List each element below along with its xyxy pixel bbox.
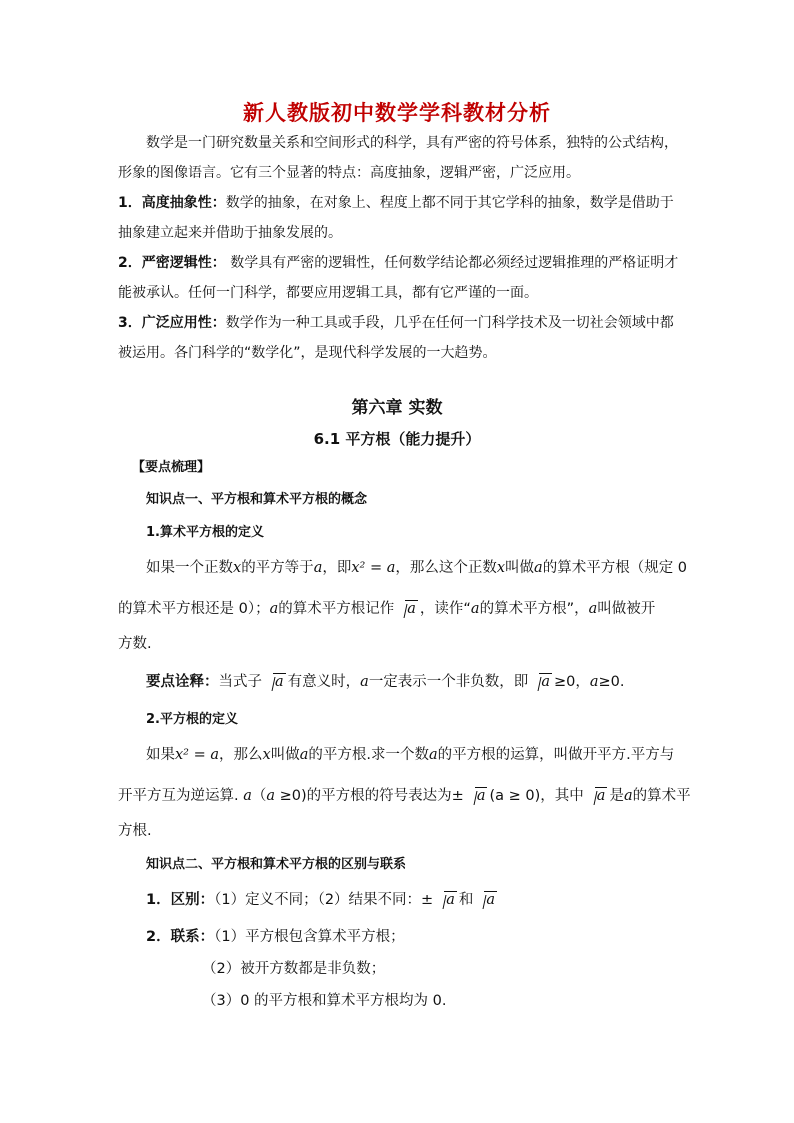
feature-3-line-1	[118, 313, 674, 333]
section-title: 6.1 平方根（能力提升）	[313, 430, 481, 448]
difference-line: 1．区别：（1）定义不同；（2）结果不同：± a 和 a	[146, 892, 496, 908]
knowledge-point-1-heading: 知识点一、平方根和算术平方根的概念	[146, 492, 368, 507]
relation-line-2: （2）被开方数都是非负数；	[202, 961, 386, 977]
key-note: 要点诠释：当式子 a 有意义时，a一定表示一个非负数，即 a ≥0，a≥0.	[146, 674, 625, 690]
subheading-arithmetic-root: 1.算术平方根的定义	[146, 525, 264, 540]
feature-3-label: 3．广泛应用性：	[118, 315, 226, 331]
feature-3-text: 数学作为一种工具或手段，几乎在任何一门科学技术及一切社会领域中都	[225, 315, 674, 331]
sqrt-symbol: a	[586, 788, 608, 804]
definition-2-line-1: 如果x² = a，那么x叫做a的平方根.求一个数a的平方根的运算，叫做开平方.平方与	[146, 747, 675, 763]
sqrt-symbol: a	[530, 674, 552, 690]
sqrt-symbol: a	[264, 674, 286, 690]
document-title: 新人教版初中数学学科教材分析	[243, 101, 551, 125]
feature-1-line-2: 抽象建立起来并借助于抽象发展的。	[118, 225, 342, 241]
intro-line-2: 形象的图像语言。它有三个显著的特点：高度抽象，逻辑严密，广泛应用。	[118, 165, 580, 181]
equation: x² = a	[175, 747, 220, 763]
feature-1-text: 数学的抽象，在对象上、程度上都不同于其它学科的抽象，数学是借助于	[225, 195, 674, 211]
definition-2-line-3: 方根.	[118, 823, 152, 839]
feature-2-line-1	[118, 253, 678, 273]
knowledge-point-2-heading: 知识点二、平方根和算术平方根的区别与联系	[146, 857, 407, 872]
definition-1-line-1: 如果一个正数x的平方等于a，即x² = a，那么这个正数x叫做a的算术平方根（规定 0	[146, 560, 688, 576]
chapter-title: 第六章 实数	[351, 398, 443, 418]
feature-1-line-1	[118, 193, 674, 213]
key-points-heading: 【要点梳理】	[132, 460, 211, 475]
subheading-square-root: 2.平方根的定义	[146, 712, 238, 727]
relation-line-3: （3）0 的平方根和算术平方根均为 0.	[202, 993, 447, 1009]
feature-2-label: 2．严密逻辑性：	[118, 255, 226, 271]
feature-3-line-2: 被运用。各门科学的“数学化”，是现代科学发展的一大趋势。	[118, 345, 497, 361]
feature-2-line-2: 能被承认。任何一门科学，都要应用逻辑工具，都有它严谨的一面。	[118, 285, 538, 301]
relation-line-1: 2．联系：（1）平方根包含算术平方根；	[146, 929, 405, 945]
feature-2-text: 数学具有严密的逻辑性，任何数学结论都必须经过逻辑推理的严格证明才	[225, 255, 679, 271]
sqrt-symbol: a	[396, 601, 418, 617]
sqrt-symbol: a	[466, 788, 488, 804]
sqrt-symbol: a	[435, 892, 457, 908]
intro-line-1: 数学是一门研究数量关系和空间形式的科学，具有严密的符号体系，独特的公式结构，	[146, 135, 678, 151]
definition-1-line-3: 方数.	[118, 636, 152, 652]
definition-1-line-2: 的算术平方根还是 0）；a的算术平方根记作 a ，读作“a的算术平方根”，a叫做被开	[118, 601, 656, 617]
equation: x² = a	[351, 560, 396, 576]
sqrt-symbol: a	[475, 892, 497, 908]
definition-2-line-2: 开平方互为逆运算. a（a ≥0)的平方根的符号表达为± a (a ≥ 0)，其中 a 是a的算术平	[118, 788, 691, 804]
feature-1-label: 1．高度抽象性：	[118, 195, 226, 211]
key-note-label: 要点诠释：	[146, 674, 219, 690]
